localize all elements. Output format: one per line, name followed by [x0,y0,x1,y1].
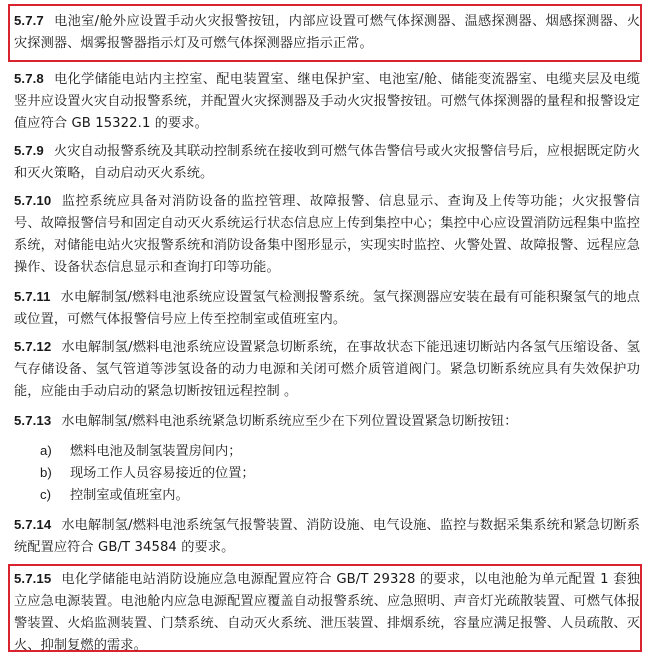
clause-5-7-7 [14,10,640,55]
clause-number: 5.7.14 [14,517,52,532]
clause-number: 5.7.12 [14,339,52,354]
clause-text: 水电解制氢/燃料电池系统应设置氢气检测报警系统。氢气探测器应安装在最有可能积聚氢气的地点或位置，可燃气体报警信号应上传至控制室或值班室内。 [14,290,640,327]
clause-5-7-8 [14,68,640,135]
clause-text: 水电解制氢/燃料电池系统氢气报警装置、消防设施、电气设施、监控与数据采集系统和紧急切断系统配置应符合 GB/T 34584 的要求。 [14,518,640,555]
clause-number: 5.7.8 [14,71,44,86]
list-text: 燃料电池及制氢装置房间内； [70,444,242,459]
clause-text: 水电解制氢/燃料电池系统紧急切断系统应至少在下列位置设置紧急切断按钮： [61,414,518,429]
list-item [40,484,189,507]
clause-text: 电池室/舱外应设置手动火灾报警按钮，内部应设置可燃气体探测器、温感探测器、烟感探测器、火灾探测器、烟雾报警器指示灯及可燃气体探测器应指示正常。 [14,14,640,51]
clause-5-7-12 [14,336,640,403]
clause-text: 监控系统应具备对消防设备的监控管理、故障报警、信息显示、查询及上传等功能；火灾报警信号、故障报警信号和固定自动灭火系统运行状态信息应上传到集控中心；集控中心应设置消防远程集中监控系统，对储能电站火灾报警系统和消防设备集中图形显示，实现实时监控、火警处置、故障报警、远程应急操作、设备状态信息显示和查询打印等功能。 [14,194,640,275]
clause-text: 火灾自动报警系统及其联动控制系统在接收到可燃气体告警信号或火灾报警信号后，应根据既定防火和灭火策略，自动启动灭火系统。 [14,144,640,181]
list-item [40,462,255,485]
list-marker: a) [40,443,52,458]
clause-text: 电化学储能电站消防设施应急电源配置应符合 GB/T 29328 的要求，以电池舱为单元配置 1 套独立应急电源装置。电池舱内应急电源配置应覆盖自动报警系统、应急照明、声音灯光疏散装置、可燃气体报警装置、火焰监测装置、门禁系统、自动灭火系统、泄压装置、排烟系统，容量应满足报警、人员疏散、灭火、抑制复燃的需求。 [14,572,640,653]
clause-5-7-15 [14,568,640,657]
list-marker: b) [40,465,52,480]
clause-number: 5.7.7 [14,13,44,28]
clause-number: 5.7.9 [14,143,44,158]
clause-text: 电化学储能电站内主控室、配电装置室、继电保护室、电池室/舱、储能变流器室、电缆夹层及电缆竖井应设置火灾自动报警系统，并配置火灾探测器及手动火灾报警按钮。可燃气体探测器的量程和报警设定值应符合 GB 15322.1 的要求。 [14,72,640,131]
clause-number: 5.7.15 [14,571,52,586]
clause-5-7-11 [14,286,640,331]
list-text: 控制室或值班室内。 [70,488,189,503]
clause-5-7-10 [14,190,640,279]
clause-number: 5.7.13 [14,413,52,428]
clause-5-7-9 [14,140,640,185]
clause-number: 5.7.11 [14,289,51,304]
list-item [40,440,241,463]
list-marker: c) [40,487,51,502]
clause-number: 5.7.10 [14,193,52,208]
clause-text: 水电解制氢/燃料电池系统应设置紧急切断系统，在事故状态下能迅速切断站内各氢气压缩设备、氢气存储设备、氢气管道等涉氢设备的动力电源和关闭可燃介质管道阀门。紧急切断系统应具有失效保护功能，应能由手动启动的紧急切断按钮远程控制 。 [14,340,640,399]
clause-5-7-13 [14,410,640,433]
list-text: 现场工作人员容易接近的位置； [70,466,255,481]
clause-5-7-14 [14,514,640,559]
